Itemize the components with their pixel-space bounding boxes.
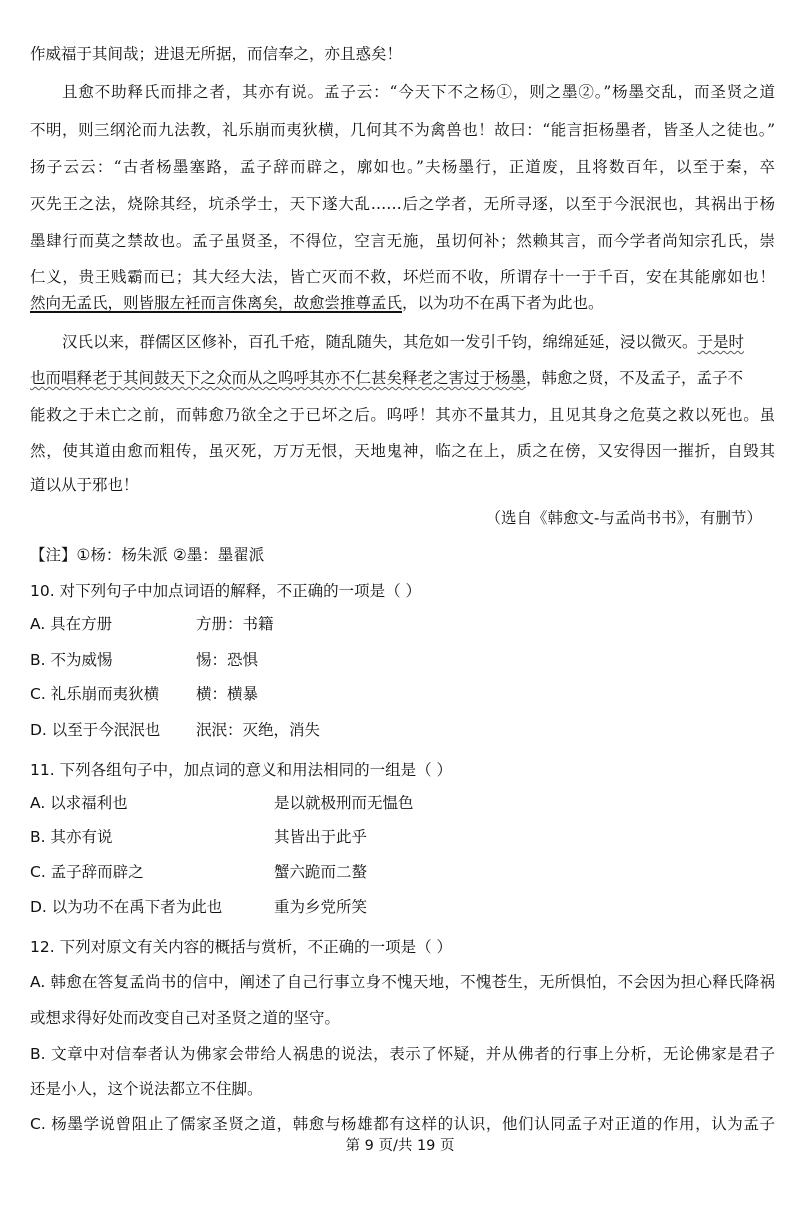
passage-line: 然，使其道由愈而粗传，虽灭死，万万无恨，天地鬼神，临之在上，质之在傍，又安得因一摧折，自毁其: [30, 442, 775, 460]
q12-option-a-line: 或想求得好处而改变自己对圣贤之道的坚守。: [30, 1009, 341, 1027]
q11-option-c-left: C. 孟子辞而辟之: [30, 863, 144, 881]
passage-line: [62, 332, 775, 352]
passage-line: 墨肆行而莫之禁故也。孟子虽贤圣，不得位，空言无施，虽切何补；然赖其言，而今学者尚知宗孔氏，崇: [30, 232, 775, 250]
q10-option-b-explain: 惕：恐惧: [196, 651, 259, 669]
source-citation: （选自《韩愈文-与孟尚书书》，有删节）: [485, 509, 762, 527]
q10-option-d: D. 以至于今泯泯也: [30, 721, 161, 739]
question-12-stem: 12. 下列对原文有关内容的概括与赏析，不正确的一项是（ ）: [30, 938, 453, 956]
passage-line: 不明，则三纲沦而九法教，礼乐崩而夷狄横，几何其不为禽兽也！故曰：“能言拒杨墨者，皆圣人之徒也。”: [30, 121, 775, 139]
question-10-stem: 10. 对下列句子中加点词语的解释，不正确的一项是（ ）: [30, 582, 422, 600]
question-11-stem: 11. 下列各组句子中，加点词的意义和用法相同的一组是（ ）: [30, 761, 453, 779]
passage-line-tail: ，以为功不在禹下者为此也。: [402, 294, 604, 312]
q11-option-d-right: 重为乡党所笑: [274, 898, 368, 916]
passage-line: 道以从于邪也！: [30, 476, 139, 494]
q10-option-d-explain: 泯泯：灭绝，消失: [196, 721, 321, 739]
passage-line: 仁义，贵王贱霸而已；其大经大法，皆亡灭而不救，坏烂而不收，所谓存十一于千百，安在其能廓如也！: [30, 268, 775, 286]
q11-option-b-right: 其皆出于此乎: [274, 828, 368, 846]
passage-line-wavy: [30, 368, 775, 388]
passage-line-tail: ，韩愈之贤，不及孟子，孟子不: [526, 369, 744, 387]
q12-option-b-line: B. 文章中对信奉者认为佛家会带给人祸患的说法，表示了怀疑，并从佛者的行事上分析，无论佛家是君子: [30, 1045, 775, 1063]
q11-option-b-left: B. 其亦有说: [30, 828, 113, 846]
passage-line: 且愈不助释氏而排之者，其亦有说。孟子云：“今天下不之杨①，则之墨②。”杨墨交乱，而圣贤之道: [62, 83, 775, 101]
underlined-sentence: 然向无孟氏，则皆服左衽而言侏离矣，故愈尝推尊孟氏: [30, 294, 403, 312]
passage-line: 灭先王之法，烧除其经，坑杀学士，天下遂大乱……后之学者，无所寻逐，以至于今泯泯也，其祸出于杨: [30, 195, 775, 213]
passage-line: 作威福于其间哉；进退无所据，而信奉之，亦且惑矣！: [30, 45, 403, 63]
q10-option-a-explain: 方册：书籍: [196, 615, 274, 633]
passage-line: 扬子云云：“古者杨墨塞路，孟子辞而辟之，廓如也。”夫杨墨行，正道废，且将数百年，以至于秦，卒: [30, 158, 775, 176]
q10-option-c-explain: 横：横暴: [196, 685, 259, 703]
page-footer: 第 9 页/共 19 页: [345, 1138, 455, 1154]
passage-line: 能救之于未亡之前，而韩愈乃欲全之于已坏之后。呜呼！其亦不量其力，且见其身之危莫之救以死也。虽: [30, 406, 775, 424]
footnote: 【注】①杨：杨朱派 ②墨：墨翟派: [30, 546, 265, 564]
q11-option-d-left: D. 以为功不在禹下者为此也: [30, 898, 223, 916]
wavy-underlined-sentence: 也而唱释老于其间鼓天下之众而从之呜呼其亦不仁甚矣释老之害过于杨墨: [30, 369, 527, 387]
q10-option-c: C. 礼乐崩而夷狄横: [30, 685, 160, 703]
passage-line-underlined: [30, 293, 775, 313]
q11-option-a-right: 是以就极刑而无愠色: [274, 794, 414, 812]
q10-option-b: B. 不为威惕: [30, 651, 113, 669]
q12-option-b-line: 还是小人，这个说法都立不住脚。: [30, 1080, 263, 1098]
q11-option-c-right: 蟹六跪而二螯: [274, 863, 368, 881]
q12-option-a-line: A. 韩愈在答复孟尚书的信中，阐述了自己行事立身不愧天地，不愧苍生，无所惧怕，不会因为担心释氏降祸: [30, 973, 775, 991]
q12-option-c-line: C. 杨墨学说曾阻止了儒家圣贤之道，韩愈与杨雄都有这样的认识，他们认同孟子对正道的作用，认为孟子: [30, 1115, 775, 1133]
q11-option-a-left: A. 以求福利也: [30, 794, 128, 812]
q10-option-a: A. 具在方册: [30, 615, 113, 633]
passage-line-head: 汉氏以来，群儒区区修补，百孔千疮，随乱随失，其危如一发引千钧，绵绵延延，浸以微灭。: [62, 333, 698, 351]
wavy-underlined-start: 于是时: [697, 333, 745, 351]
